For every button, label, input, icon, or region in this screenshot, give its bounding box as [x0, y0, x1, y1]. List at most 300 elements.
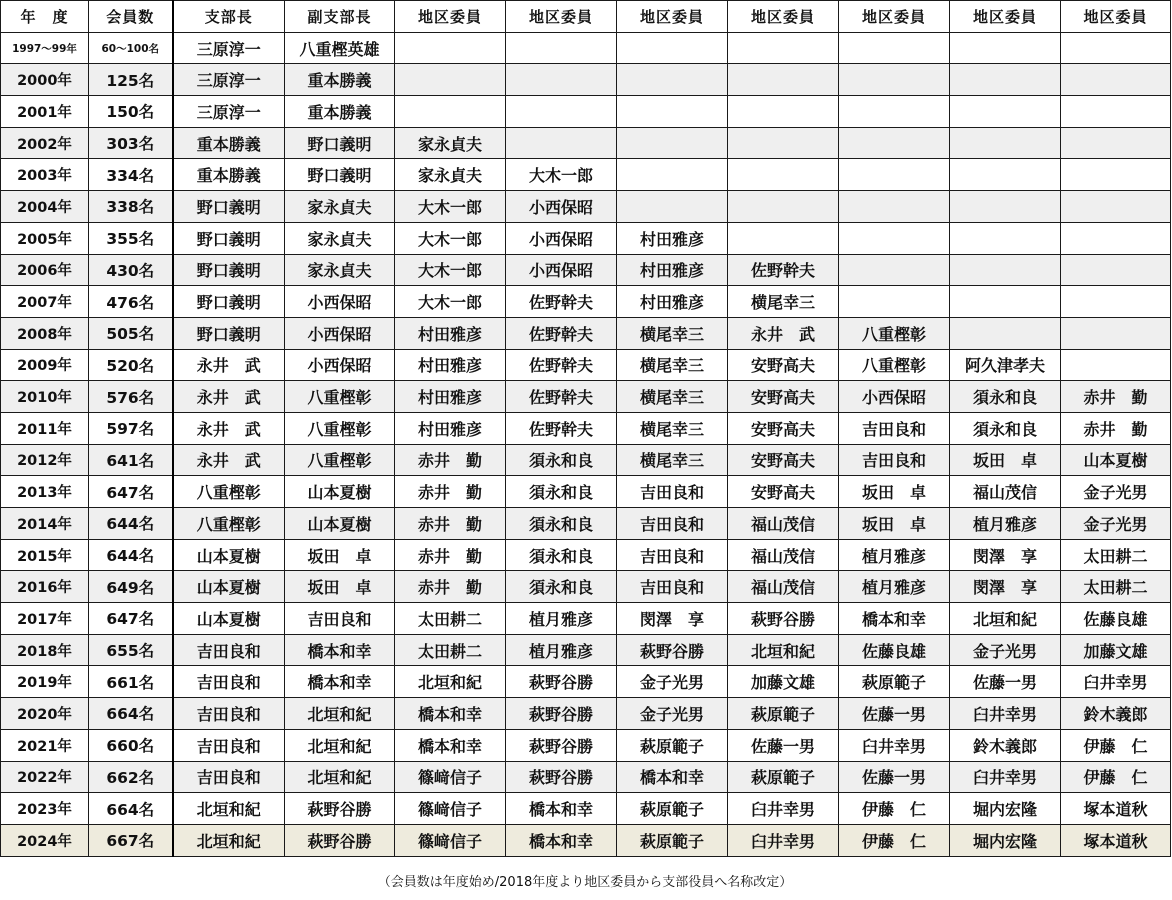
year-cell: 2014年	[1, 508, 89, 540]
officer-cell: 橋本和幸	[285, 666, 395, 698]
officer-cell: 八重樫彰	[173, 476, 285, 508]
officer-cell: 山本夏樹	[173, 539, 285, 571]
year-cell: 2020年	[1, 698, 89, 730]
officer-cell: 永井 武	[173, 412, 285, 444]
member-count-cell: 576名	[89, 381, 173, 413]
officer-cell: 吉田良和	[173, 634, 285, 666]
officer-cell	[1061, 222, 1171, 254]
officer-cell: 佐野幹夫	[728, 254, 839, 286]
officer-cell: 植月雅彦	[506, 603, 617, 635]
officer-cell: 野口義明	[173, 191, 285, 223]
officer-cell	[617, 64, 728, 96]
officer-cell: 赤井 勤	[395, 571, 506, 603]
officer-cell: 山本夏樹	[285, 508, 395, 540]
officer-cell: 北垣和紀	[285, 729, 395, 761]
header-district-member-1: 地区委員	[395, 1, 506, 33]
officer-cell	[617, 96, 728, 128]
officer-cell: 村田雅彦	[395, 349, 506, 381]
officer-cell: 家永貞夫	[285, 191, 395, 223]
officer-cell: 吉田良和	[617, 476, 728, 508]
member-count-cell: 476名	[89, 286, 173, 318]
officer-cell: 家永貞夫	[285, 254, 395, 286]
officer-cell: 小西保昭	[285, 286, 395, 318]
officer-cell	[839, 96, 950, 128]
officer-cell: 安野高夫	[728, 412, 839, 444]
table-row	[1, 729, 1171, 761]
officer-cell: 佐藤良雄	[839, 634, 950, 666]
officer-cell: 山本夏樹	[1061, 444, 1171, 476]
member-count-cell: 355名	[89, 222, 173, 254]
officer-cell: 小西保昭	[506, 191, 617, 223]
officer-cell: 萩野谷勝	[506, 729, 617, 761]
year-cell: 2001年	[1, 96, 89, 128]
officer-cell	[950, 254, 1061, 286]
table-row	[1, 539, 1171, 571]
officer-cell: 橋本和幸	[506, 793, 617, 825]
year-cell: 2002年	[1, 127, 89, 159]
officer-cell: 堀内宏隆	[950, 824, 1061, 856]
officer-cell	[506, 32, 617, 64]
officer-cell	[839, 286, 950, 318]
officer-cell: 北垣和紀	[950, 603, 1061, 635]
header-district-member-6: 地区委員	[950, 1, 1061, 33]
officer-cell: 金子光男	[950, 634, 1061, 666]
officer-cell: 萩原範子	[728, 761, 839, 793]
officer-cell: 坂田 卓	[839, 476, 950, 508]
officer-cell	[506, 127, 617, 159]
officer-cell: 吉田良和	[617, 539, 728, 571]
officer-cell: 野口義明	[285, 127, 395, 159]
table-row	[1, 349, 1171, 381]
member-count-cell: 664名	[89, 698, 173, 730]
officer-cell: 佐藤一男	[839, 761, 950, 793]
officer-cell: 家永貞夫	[285, 222, 395, 254]
officer-cell	[1061, 191, 1171, 223]
year-cell: 2017年	[1, 603, 89, 635]
officer-cell: 赤井 勤	[1061, 381, 1171, 413]
officer-cell	[1061, 127, 1171, 159]
year-cell: 2008年	[1, 317, 89, 349]
table-row	[1, 666, 1171, 698]
officer-cell: 吉田良和	[839, 412, 950, 444]
officer-cell: 八重樫彰	[173, 508, 285, 540]
table-row	[1, 698, 1171, 730]
officer-cell: 坂田 卓	[950, 444, 1061, 476]
table-row	[1, 603, 1171, 635]
year-cell: 2009年	[1, 349, 89, 381]
officer-cell	[950, 64, 1061, 96]
officer-cell: 永井 武	[173, 349, 285, 381]
officer-cell: 佐野幹夫	[506, 317, 617, 349]
officer-cell: 家永貞夫	[395, 127, 506, 159]
officer-cell: 臼井幸男	[728, 824, 839, 856]
header-district-member-7: 地区委員	[1061, 1, 1171, 33]
officer-cell: 家永貞夫	[395, 159, 506, 191]
officer-cell: 萩野谷勝	[506, 666, 617, 698]
officer-cell: 橋本和幸	[285, 634, 395, 666]
officer-cell: 植月雅彦	[839, 571, 950, 603]
officer-cell: 坂田 卓	[839, 508, 950, 540]
officer-cell: 閔澤 享	[950, 571, 1061, 603]
officer-cell: 北垣和紀	[173, 793, 285, 825]
officer-cell	[950, 96, 1061, 128]
officer-cell: 野口義明	[285, 159, 395, 191]
officer-cell: 坂田 卓	[285, 539, 395, 571]
officer-cell: 安野高夫	[728, 381, 839, 413]
officer-cell	[839, 254, 950, 286]
officer-cell: 須永和良	[950, 381, 1061, 413]
officer-cell	[839, 127, 950, 159]
officer-cell	[728, 191, 839, 223]
officer-cell: 八重樫彰	[285, 444, 395, 476]
officer-cell	[950, 159, 1061, 191]
header-district-member-2: 地区委員	[506, 1, 617, 33]
year-cell: 2010年	[1, 381, 89, 413]
year-cell: 2011年	[1, 412, 89, 444]
officer-cell	[728, 32, 839, 64]
officer-cell: 伊藤 仁	[1061, 729, 1171, 761]
table-row	[1, 317, 1171, 349]
officer-cell: 坂田 卓	[285, 571, 395, 603]
year-cell: 2000年	[1, 64, 89, 96]
officer-cell: 北垣和紀	[395, 666, 506, 698]
officer-cell: 伊藤 仁	[839, 793, 950, 825]
officer-cell	[950, 127, 1061, 159]
year-cell: 2007年	[1, 286, 89, 318]
table-row	[1, 222, 1171, 254]
year-cell: 2023年	[1, 793, 89, 825]
table-row	[1, 824, 1171, 856]
member-count-cell: 664名	[89, 793, 173, 825]
officer-cell: 臼井幸男	[950, 698, 1061, 730]
year-cell: 2012年	[1, 444, 89, 476]
officer-cell	[1061, 286, 1171, 318]
officer-cell: 臼井幸男	[950, 761, 1061, 793]
table-row	[1, 476, 1171, 508]
officer-cell: 大木一郎	[395, 191, 506, 223]
officer-cell	[395, 32, 506, 64]
officer-cell: 八重樫彰	[839, 349, 950, 381]
officer-cell: 橋本和幸	[395, 729, 506, 761]
officer-cell: 吉田良和	[173, 729, 285, 761]
officer-cell: 野口義明	[173, 286, 285, 318]
officer-cell: 橋本和幸	[506, 824, 617, 856]
officer-cell	[617, 32, 728, 64]
officer-cell: 臼井幸男	[1061, 666, 1171, 698]
officer-cell: 佐藤良雄	[1061, 603, 1171, 635]
officer-cell: 萩野谷勝	[506, 761, 617, 793]
table-row	[1, 412, 1171, 444]
header-year: 年 度	[1, 1, 89, 33]
officer-cell: 大木一郎	[395, 222, 506, 254]
officer-cell: 吉田良和	[173, 761, 285, 793]
member-count-cell: 430名	[89, 254, 173, 286]
officer-cell: 安野高夫	[728, 349, 839, 381]
officer-cell: 堀内宏隆	[950, 793, 1061, 825]
officer-cell: 村田雅彦	[395, 381, 506, 413]
member-count-cell: 338名	[89, 191, 173, 223]
officer-cell: 野口義明	[173, 222, 285, 254]
officer-cell: 萩野谷勝	[285, 824, 395, 856]
officer-cell: 須永和良	[506, 476, 617, 508]
officer-cell: 須永和良	[506, 539, 617, 571]
officer-cell: 八重樫英雄	[285, 32, 395, 64]
officer-cell: 植月雅彦	[839, 539, 950, 571]
table-row	[1, 444, 1171, 476]
officer-cell: 小西保昭	[285, 317, 395, 349]
year-cell: 2005年	[1, 222, 89, 254]
year-cell: 2004年	[1, 191, 89, 223]
officer-cell: 吉田良和	[285, 603, 395, 635]
officer-cell: 橋本和幸	[839, 603, 950, 635]
officer-cell	[1061, 64, 1171, 96]
officer-cell: 塚本道秋	[1061, 824, 1171, 856]
officer-cell: 太田耕二	[395, 603, 506, 635]
officer-cell: 金子光男	[1061, 476, 1171, 508]
officer-cell	[506, 96, 617, 128]
officer-cell: 横尾幸三	[617, 381, 728, 413]
table-row	[1, 634, 1171, 666]
officer-cell: 鈴木義郎	[950, 729, 1061, 761]
officer-cell: 佐野幹夫	[506, 286, 617, 318]
officer-cell: 野口義明	[173, 254, 285, 286]
member-count-cell: 505名	[89, 317, 173, 349]
officer-cell: 須永和良	[506, 508, 617, 540]
officer-cell	[950, 191, 1061, 223]
officer-cell: 吉田良和	[173, 666, 285, 698]
officer-cell: 佐野幹夫	[506, 381, 617, 413]
table-row	[1, 761, 1171, 793]
officer-cell: 三原淳一	[173, 96, 285, 128]
officer-cell: 須永和良	[506, 571, 617, 603]
officer-cell: 橋本和幸	[395, 698, 506, 730]
officer-cell: 臼井幸男	[839, 729, 950, 761]
officer-cell: 福山茂信	[950, 476, 1061, 508]
member-count-cell: 649名	[89, 571, 173, 603]
officer-cell: 橋本和幸	[617, 761, 728, 793]
table-row	[1, 508, 1171, 540]
table-row	[1, 127, 1171, 159]
year-cell: 2015年	[1, 539, 89, 571]
officer-cell: 永井 武	[173, 444, 285, 476]
officer-cell: 佐野幹夫	[506, 412, 617, 444]
officer-cell	[950, 317, 1061, 349]
year-cell: 2024年	[1, 824, 89, 856]
officer-cell: 八重樫彰	[285, 381, 395, 413]
officer-cell: 吉田良和	[173, 698, 285, 730]
officer-cell: 金子光男	[617, 666, 728, 698]
year-cell: 2018年	[1, 634, 89, 666]
member-count-cell: 655名	[89, 634, 173, 666]
officer-cell: 赤井 勤	[395, 444, 506, 476]
member-count-cell: 303名	[89, 127, 173, 159]
officer-cell	[839, 159, 950, 191]
officer-cell: 八重樫彰	[285, 412, 395, 444]
officer-cell: 金子光男	[617, 698, 728, 730]
officer-cell: 阿久津孝夫	[950, 349, 1061, 381]
officer-cell	[839, 64, 950, 96]
member-count-cell: 647名	[89, 476, 173, 508]
officer-cell: 村田雅彦	[617, 222, 728, 254]
officer-cell: 横尾幸三	[728, 286, 839, 318]
officer-cell	[728, 159, 839, 191]
member-count-cell: 644名	[89, 508, 173, 540]
officer-cell	[839, 32, 950, 64]
officer-cell: 篠﨑信子	[395, 824, 506, 856]
officer-cell: 福山茂信	[728, 508, 839, 540]
officer-cell	[728, 222, 839, 254]
member-count-cell: 125名	[89, 64, 173, 96]
officer-cell: 山本夏樹	[285, 476, 395, 508]
officer-cell: 太田耕二	[395, 634, 506, 666]
officer-cell: 横尾幸三	[617, 317, 728, 349]
officer-cell	[1061, 317, 1171, 349]
officer-cell: 萩野谷勝	[285, 793, 395, 825]
officer-cell	[1061, 254, 1171, 286]
year-cell: 2006年	[1, 254, 89, 286]
year-cell: 2022年	[1, 761, 89, 793]
officer-cell: 閔澤 享	[950, 539, 1061, 571]
officer-cell: 須永和良	[506, 444, 617, 476]
officer-cell: 萩原範子	[617, 793, 728, 825]
officer-cell: 閔澤 享	[617, 603, 728, 635]
table-row	[1, 64, 1171, 96]
officer-cell: 山本夏樹	[173, 603, 285, 635]
officer-cell: 植月雅彦	[950, 508, 1061, 540]
member-count-cell: 520名	[89, 349, 173, 381]
officer-cell: 萩野谷勝	[617, 634, 728, 666]
officer-cell: 福山茂信	[728, 571, 839, 603]
member-count-cell: 667名	[89, 824, 173, 856]
table-row	[1, 571, 1171, 603]
header-row	[1, 1, 1171, 33]
officer-cell: 北垣和紀	[728, 634, 839, 666]
officer-cell: 加藤文雄	[1061, 634, 1171, 666]
table-row	[1, 793, 1171, 825]
table-row	[1, 191, 1171, 223]
officer-cell: 重本勝義	[285, 64, 395, 96]
member-count-cell: 644名	[89, 539, 173, 571]
member-count-cell: 647名	[89, 603, 173, 635]
officer-cell: 佐藤一男	[839, 698, 950, 730]
officer-cell: 伊藤 仁	[839, 824, 950, 856]
officer-cell: 加藤文雄	[728, 666, 839, 698]
year-cell: 1997～99年	[1, 32, 89, 64]
officer-cell: 安野高夫	[728, 444, 839, 476]
officer-cell: 野口義明	[173, 317, 285, 349]
officer-cell: 吉田良和	[617, 571, 728, 603]
officer-cell: 小西保昭	[839, 381, 950, 413]
officer-cell: 植月雅彦	[506, 634, 617, 666]
officer-cell	[395, 96, 506, 128]
officer-cell	[728, 127, 839, 159]
table-row	[1, 96, 1171, 128]
member-count-cell: 662名	[89, 761, 173, 793]
officer-cell: 村田雅彦	[395, 412, 506, 444]
officer-cell: 永井 武	[728, 317, 839, 349]
member-count-cell: 660名	[89, 729, 173, 761]
header-branch-head: 支部長	[173, 1, 285, 33]
header-deputy-head: 副支部長	[285, 1, 395, 33]
officer-cell	[950, 32, 1061, 64]
table-row	[1, 254, 1171, 286]
year-cell: 2013年	[1, 476, 89, 508]
officer-cell: 赤井 勤	[395, 539, 506, 571]
officer-cell: 赤井 勤	[395, 476, 506, 508]
officer-cell: 佐藤一男	[950, 666, 1061, 698]
officer-cell	[395, 64, 506, 96]
officer-cell	[950, 222, 1061, 254]
officer-cell	[617, 159, 728, 191]
officer-cell: 村田雅彦	[617, 286, 728, 318]
officer-cell: 村田雅彦	[395, 317, 506, 349]
table-row	[1, 32, 1171, 64]
officer-cell: 重本勝義	[285, 96, 395, 128]
officer-cell: 三原淳一	[173, 32, 285, 64]
officer-cell: 大木一郎	[506, 159, 617, 191]
officer-cell: 萩原範子	[617, 824, 728, 856]
officer-cell: 横尾幸三	[617, 349, 728, 381]
officer-cell	[728, 64, 839, 96]
officer-cell: 三原淳一	[173, 64, 285, 96]
member-count-cell: 150名	[89, 96, 173, 128]
officer-cell: 小西保昭	[506, 254, 617, 286]
year-cell: 2016年	[1, 571, 89, 603]
officer-cell: 鈴木義郎	[1061, 698, 1171, 730]
officer-cell	[1061, 96, 1171, 128]
officer-cell: 北垣和紀	[173, 824, 285, 856]
officer-cell: 重本勝義	[173, 159, 285, 191]
officer-cell: 横尾幸三	[617, 444, 728, 476]
officer-cell: 佐野幹夫	[506, 349, 617, 381]
member-count-cell: 661名	[89, 666, 173, 698]
officer-cell	[1061, 349, 1171, 381]
officer-cell: 臼井幸男	[728, 793, 839, 825]
officer-cell: 太田耕二	[1061, 571, 1171, 603]
officer-cell: 吉田良和	[839, 444, 950, 476]
table-row	[1, 159, 1171, 191]
table-body	[1, 32, 1171, 856]
officer-cell: 佐藤一男	[728, 729, 839, 761]
officer-cell: 須永和良	[950, 412, 1061, 444]
officer-cell: 萩原範子	[839, 666, 950, 698]
officer-cell: 太田耕二	[1061, 539, 1171, 571]
officer-cell: 八重樫彰	[839, 317, 950, 349]
header-district-member-4: 地区委員	[728, 1, 839, 33]
member-count-cell: 60～100名	[89, 32, 173, 64]
officer-cell: 篠﨑信子	[395, 793, 506, 825]
officer-cell: 萩原範子	[728, 698, 839, 730]
officer-cell: 北垣和紀	[285, 698, 395, 730]
member-count-cell: 597名	[89, 412, 173, 444]
officer-cell	[728, 96, 839, 128]
officer-cell: 小西保昭	[285, 349, 395, 381]
member-count-cell: 641名	[89, 444, 173, 476]
officer-cell: 永井 武	[173, 381, 285, 413]
header-district-member-5: 地区委員	[839, 1, 950, 33]
officer-cell: 安野高夫	[728, 476, 839, 508]
year-cell: 2019年	[1, 666, 89, 698]
officer-cell	[506, 64, 617, 96]
officer-cell	[617, 127, 728, 159]
member-count-cell: 334名	[89, 159, 173, 191]
footnote: （会員数は年度始め/2018年度より地区委員から支部役員へ名称改定）	[377, 875, 793, 890]
officer-cell	[839, 191, 950, 223]
officer-cell	[839, 222, 950, 254]
year-cell: 2003年	[1, 159, 89, 191]
officer-cell	[1061, 32, 1171, 64]
officer-cell: 大木一郎	[395, 254, 506, 286]
